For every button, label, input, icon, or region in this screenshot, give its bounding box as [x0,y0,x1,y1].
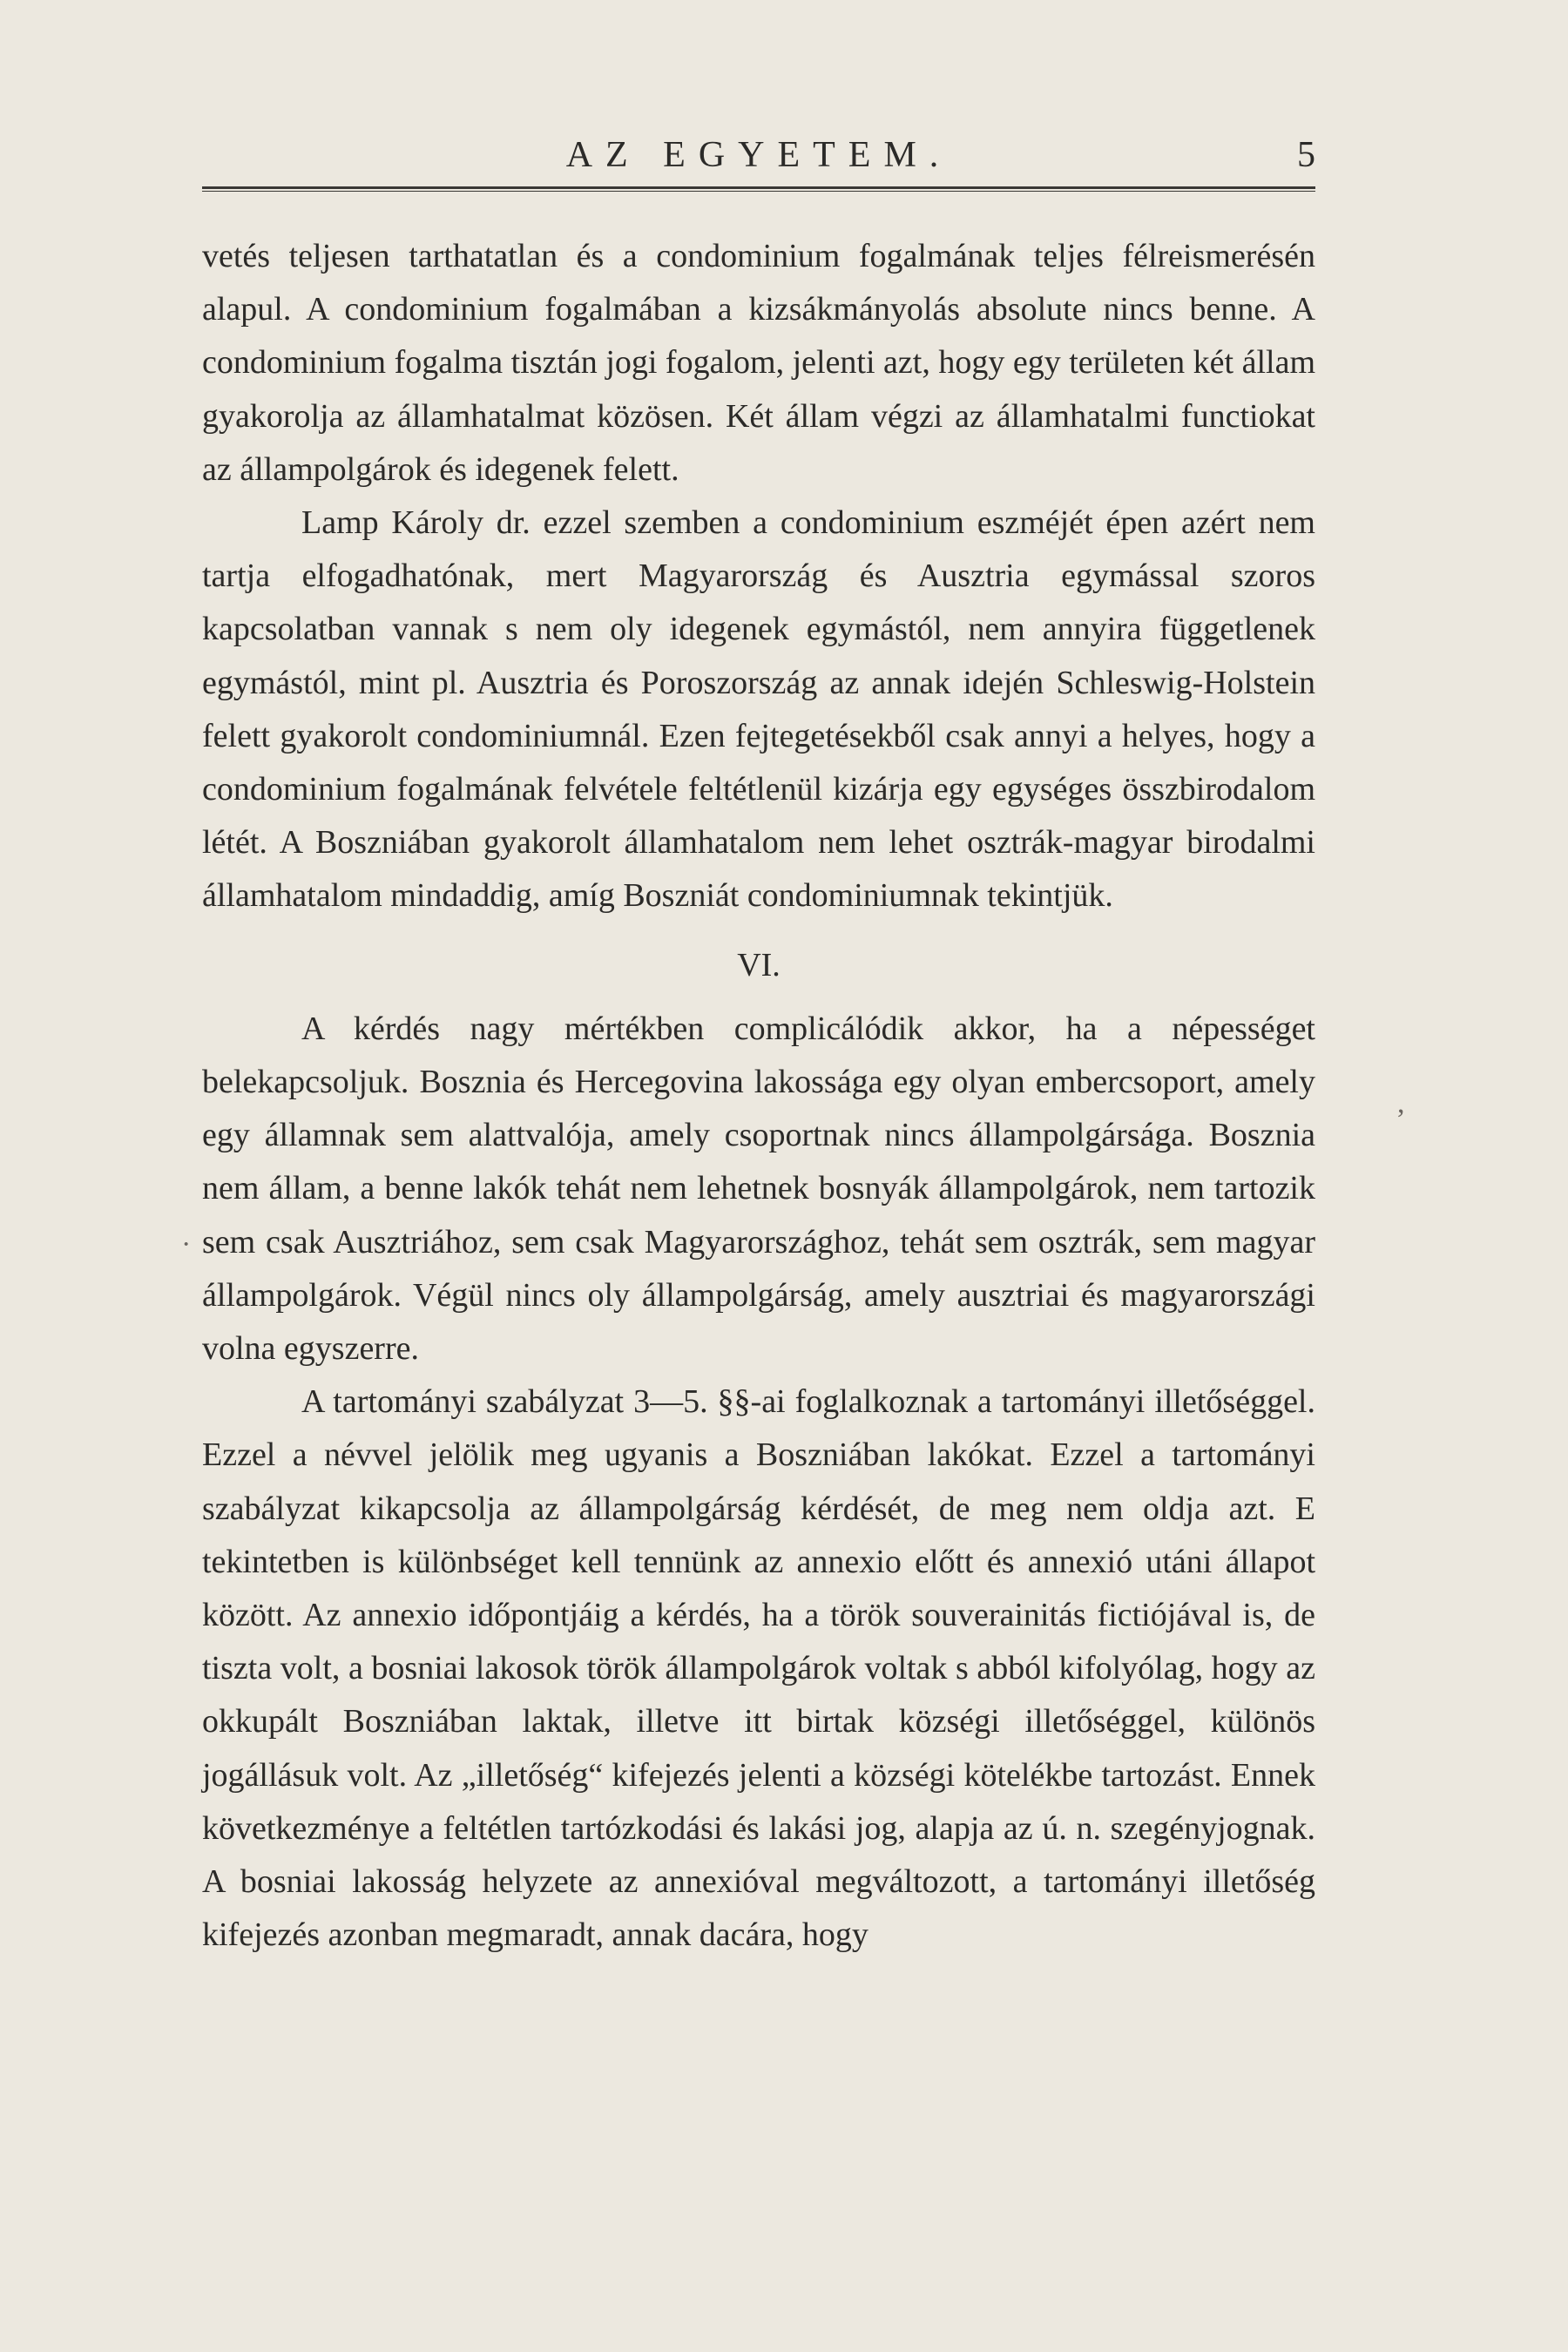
paragraph-3: A kérdés nagy mértékben complicálódik akkor, ha a népességet belekapcsoljuk. Bosznia és Hercegovina lakossága egy olyan embercsoport, amely egy államnak sem alattvalója, amely csoportnak nincs állampolgársága. Bosznia nem állam, a benne lakók tehát nem lehetnek bosnyák állampolgárok, nem tartozik sem csak Ausztriához, sem csak Magyarországhoz, tehát sem osztrák, sem magyar állampolgárok. Végül nincs oly állampolgárság, amely ausztriai és magyarországi volna egyszerre. [202,1010,1315,1368]
body-text [202,230,1315,1963]
page-number: 5 [1297,135,1315,175]
margin-mark: , [1397,1087,1405,1119]
margin-mark: · [181,1228,192,1260]
paragraph-1: vetés teljesen tarthatatlan és a condominium fogalmának teljes félreismerésén alapul. A condominium fogalmában a kizsákmányolás absolute nincs benne. A condominium fogalma tisztán jogi fogalom, jelenti azt, hogy egy területen két állam gyakorolja az államhatalmat közösen. Két állam végzi az államhatalmi functiokat az állampolgárok és idegenek felett. [202,238,1315,488]
page-header [202,132,1315,185]
running-title: AZ EGYETEM. [565,135,952,175]
paragraph-4: A tartományi szabályzat 3—5. §§-ai foglalkoznak a tartományi illetőséggel. Ezzel a névvel jelölik meg ugyanis a Boszniában lakókat. Ezzel a tartományi szabályzat kikapcsolja az állampolgárság kérdését, de meg nem oldja azt. E tekintetben is különbséget kell tennünk az annexio előtt és annexió utáni állapot között. Az annexio időpontjáig a kérdés, ha a török souverainitás fictiójával is, de tiszta volt, a bosniai lakosok török állampolgárok voltak s abból kifolyólag, hogy az okkupált Boszniában laktak, illetve itt birtak községi illetőséggel, különös jogállásuk volt. Az „illetőség“ kifejezés jelenti a községi kötelékbe tartozást. Ennek következménye a feltétlen tartózkodási és lakási jog, alapja az ú. n. szegényjognak. A bosniai lakosság helyzete az annexióval megváltozott, a tartományi illetőség kifejezés azonban megmaradt, annak dacára, hogy [202,1383,1315,1954]
header-rule [202,186,1315,192]
paragraph-2: Lamp Károly dr. ezzel szemben a condominium eszméjét épen azért nem tartja elfogadhatónak, mert Magyarország és Ausztria egymással szoros kapcsolatban vannak s nem oly idegenek egymástól, nem annyira függetlenek egymástól, mint pl. Ausztria és Poroszország az annak idején Schleswig-Holstein felett gyakorolt condominiumnál. Ezen fejtegetésekből csak annyi a helyes, hogy a condominium fogalmának felvétele feltétlenül kizárja egy egységes összbirodalom létét. A Boszniában gyakorolt államhatalom nem lehet osztrák-magyar birodalmi államhatalom mindaddig, amíg Boszniát condominiumnak tekintjük. [202,504,1315,915]
section-heading: VI. [737,946,781,983]
